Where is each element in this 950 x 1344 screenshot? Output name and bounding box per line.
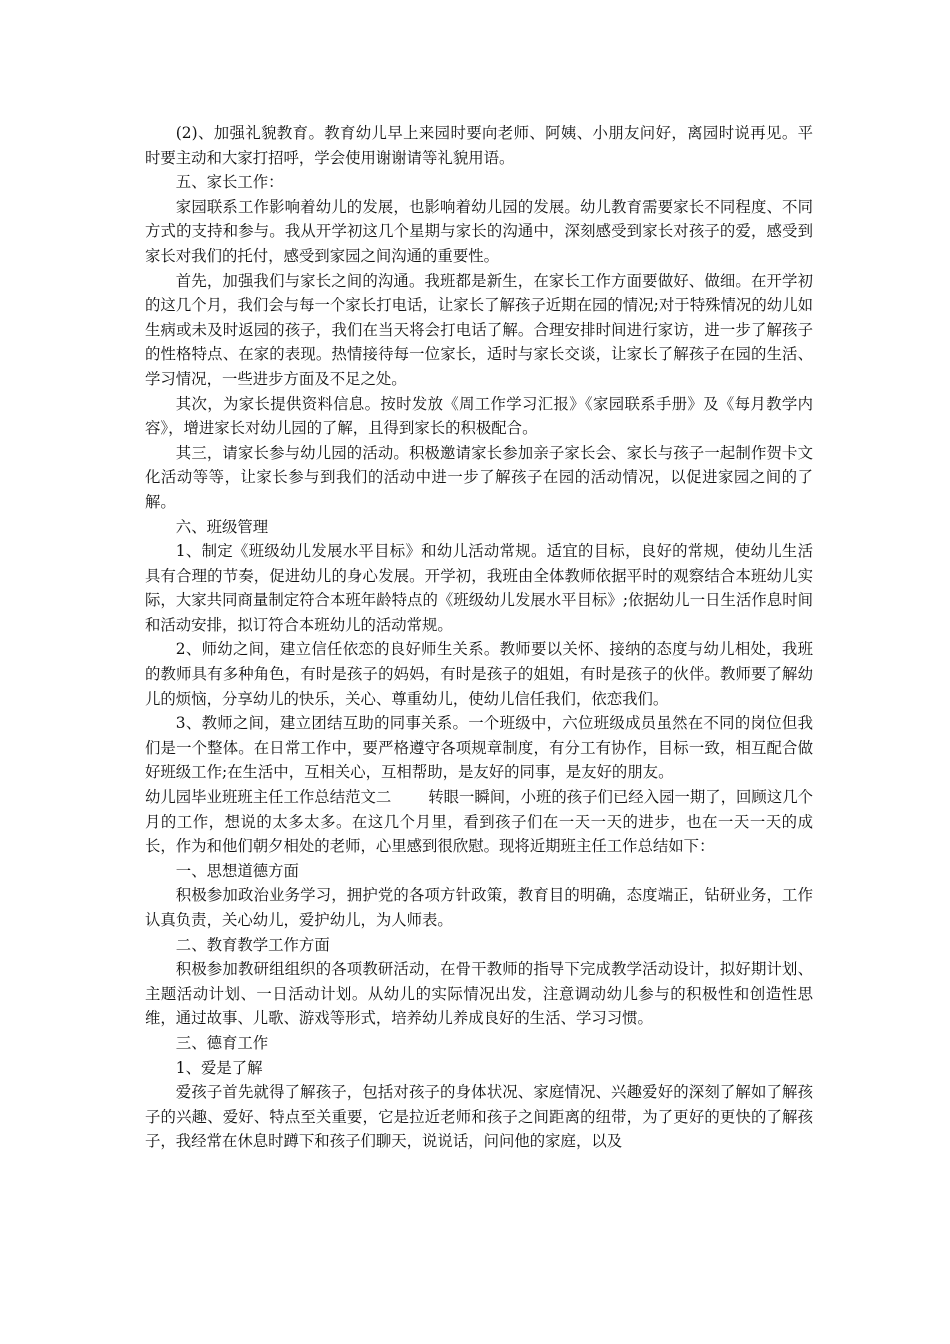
section-two-paragraph [145, 785, 813, 859]
section-heading: 三、德育工作 [175, 1033, 269, 1052]
paragraph: 首先，加强我们与家长之间的沟通。我班都是新生，在家长工作方面要做好、做细。在开学初的这几个月，我们会与每一个家长打电话，让家长了解孩子近期在园的情况;对于特殊情况的幼儿如生病或未及时返园的孩子，我们在当天将会打电话了解。合理安排时间进行家访，进一步了解孩子的性格特点、在家的表现。热情接待每一位家长，适时与家长交谈，让家长了解孩子在园的生活、学习情况，一些进步方面及不足之处。 [145, 271, 813, 388]
subsection-heading: 1、爱是了解 [175, 1058, 263, 1077]
paragraph: 其三，请家长参与幼儿园的活动。积极邀请家长参加亲子家长会、家长与孩子一起制作贺卡文化活动等等，让家长参与到我们的活动中进一步了解孩子在园的活动情况，以促进家园之间的了解。 [145, 443, 813, 511]
paragraph: 1、制定《班级幼儿发展水平目标》和幼儿活动常规。适宜的目标，良好的常规，使幼儿生活具有合理的节奏，促进幼儿的身心发展。开学初，我班由全体教师依据平时的观察结合本班幼儿实际，大家共同商量制定符合本班年龄特点的《班级幼儿发展水平目标》;依据幼儿一日生活作息时间和活动安排，拟订符合本班幼儿的活动常规。 [145, 542, 813, 634]
section-heading: 二、教育教学工作方面 [175, 935, 330, 954]
paragraph: 其次，为家长提供资料信息。按时发放《周工作学习汇报》《家园联系手册》及《每月教学内容》，增进家长对幼儿园的了解，且得到家长的积极配合。 [145, 394, 813, 438]
document-page [145, 121, 813, 1154]
paragraph: 爱孩子首先就得了解孩子，包括对孩子的身体状况、家庭情况、兴趣爱好的深刻了解如了解孩子的兴趣、爱好、特点至关重要，它是拉近老师和孩子之间距离的纽带，为了更好的更快的了解孩子，我经常在休息时蹲下和孩子们聊天，说说话，问问他的家庭，以及 [145, 1083, 813, 1151]
paragraph: 积极参加教研组组织的各项教研活动，在骨干教师的指导下完成教学活动设计，拟好期计划、主题活动计划、一日活动计划。从幼儿的实际情况出发，注意调动幼儿参与的积极性和创造性思维，通过故事、儿歌、游戏等形式，培养幼儿养成良好的生活、学习习惯。 [145, 960, 813, 1028]
section-heading: 六、班级管理 [175, 517, 269, 536]
paragraph: 家园联系工作影响着幼儿的发展，也影响着幼儿园的发展。幼儿教育需要家长不同程度、不同方式的支持和参与。我从开学初这几个星期与家长的沟通中，深刻感受到家长对孩子的爱，感受到家长对我们的托付，感受到家园之间沟通的重要性。 [145, 197, 813, 265]
paragraph: 2、师幼之间，建立信任依恋的良好师生关系。教师要以关怀、接纳的态度与幼儿相处，我班的教师具有多种角色，有时是孩子的妈妈，有时是孩子的姐姐，有时是孩子的伙伴。教师要了解幼儿的烦恼，分享幼儿的快乐，关心、尊重幼儿，使幼儿信任我们，依恋我们。 [145, 640, 813, 708]
paragraph: (2)、加强礼貌教育。教育幼儿早上来园时要向老师、阿姨、小朋友问好，离园时说再见。平时要主动和大家打招呼，学会使用谢谢请等礼貌用语。 [145, 124, 813, 167]
section-two-intro: 转眼一瞬间，小班的孩子们已经入园一期了，回顾这几个月的工作，想说的太多太多。在这几个月里，看到孩子们在一天一天的进步，也在一天一天的成长，作为和他们朝夕相处的老师，心里感到很欣慰。现将近期班主任工作总结如下： [145, 788, 813, 856]
section-two-title: 幼儿园毕业班班主任工作总结范文二 [145, 788, 392, 807]
paragraph: 积极参加政治业务学习，拥护党的各项方针政策，教育目的明确，态度端正，钻研业务，工作认真负责，关心幼儿，爱护幼儿，为人师表。 [145, 886, 813, 929]
section-heading: 五、家长工作： [175, 173, 284, 192]
section-heading: 一、思想道德方面 [175, 861, 299, 880]
paragraph: 3、教师之间，建立团结互助的同事关系。一个班级中，六位班级成员虽然在不同的岗位但我们是一个整体。在日常工作中，要严格遵守各项规章制度，有分工有协作，目标一致，相互配合做好班级工作;在生活中，互相关心，互相帮助，是友好的同事，是友好的朋友。 [145, 714, 813, 782]
